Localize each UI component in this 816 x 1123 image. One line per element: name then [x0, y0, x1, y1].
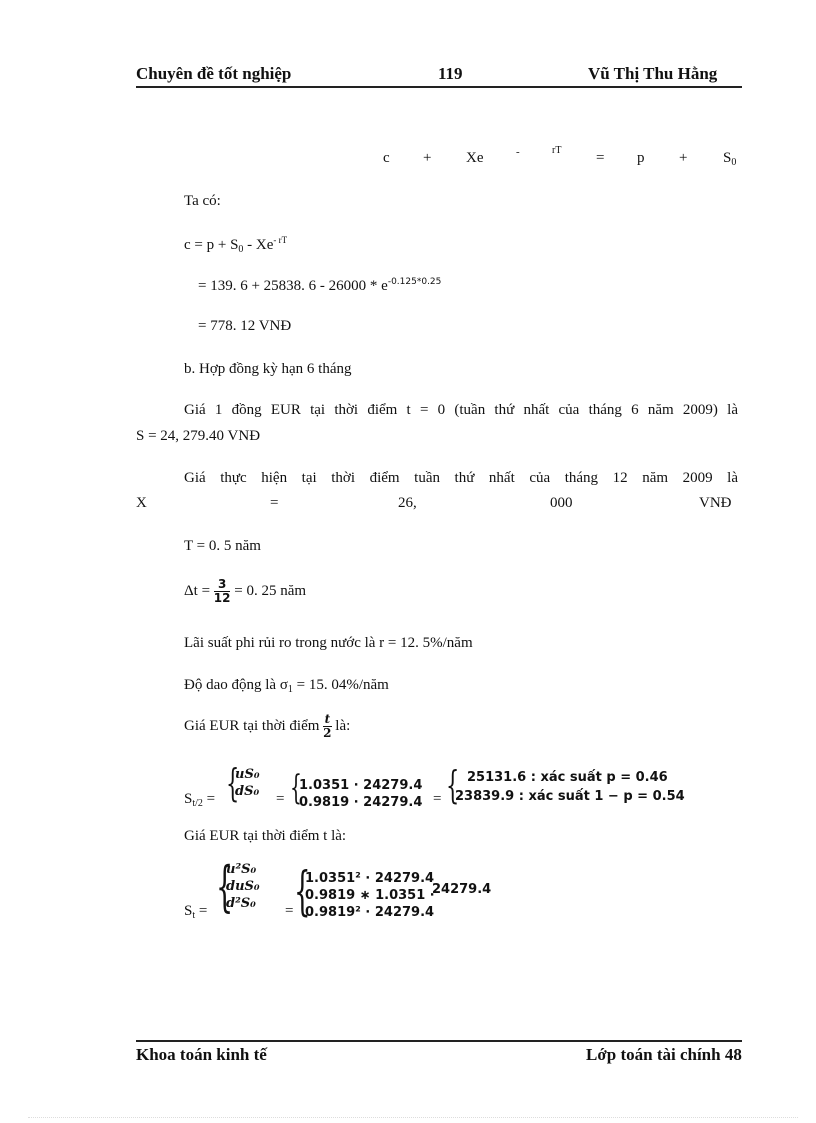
parity-equation	[0, 145, 816, 172]
maturity: T = 0. 5 năm	[184, 538, 261, 554]
s-half-col-1: uS₀ dS₀	[235, 767, 260, 799]
page-number: 119	[438, 64, 463, 83]
c-formula: $c = p + S_0 - Xe^{- rT}$	[184, 235, 288, 255]
section-b-heading: b. Hợp đồng kỳ hạn 6 tháng	[184, 361, 352, 377]
delta-t: Δt = $\frac{3}{12}$ = 0. 25 năm	[184, 577, 307, 605]
header-right: Vũ Thị Thu Hằng	[588, 64, 718, 83]
ta-co: Ta có:	[184, 193, 221, 209]
parity-minus: -	[516, 146, 520, 158]
footer-left: Khoa toán kinh tế	[136, 1045, 267, 1064]
s-half-brace-1: {	[226, 761, 240, 805]
parity-plus-2: +	[679, 150, 688, 166]
footer-rule	[136, 1040, 742, 1042]
half-time-heading: Giá EUR tại thời điểm $\frac{t}{2}$ là:	[184, 712, 351, 740]
strike-eq: =	[270, 495, 279, 511]
s-half-eq-3: =	[433, 791, 442, 807]
s-half-down-outcome: 23839.9 : xác suất 1 − p = 0.54	[455, 789, 685, 804]
parity-rt: rT	[552, 145, 562, 156]
s-full-col-2: 1.0351² ∙ 24279.4 0.9819 ∗ 1.0351 ∙ 0.9819² ∙ 24279.4	[305, 871, 435, 920]
header-left: Chuyên đề tốt nghiệp	[136, 64, 292, 83]
s-half-brace-3: {	[446, 763, 460, 807]
strike-line-2	[136, 495, 738, 515]
strike-x: X	[136, 495, 147, 511]
strike-vnd: VNĐ	[699, 495, 732, 511]
s-full-brace-1: {	[216, 855, 234, 918]
s-half-brace-2: {	[290, 768, 302, 808]
strike-000: 000	[550, 495, 573, 511]
parity-c: c	[383, 150, 390, 166]
s-full-brace-2: {	[294, 862, 311, 922]
full-time-heading: Giá EUR tại thời điểm t là:	[184, 828, 347, 844]
s-half-col-2: 1.0351 ∙ 24279.4 0.9819 ∙ 24279.4	[299, 778, 423, 810]
parity-eq: =	[596, 150, 605, 166]
c-calculation: = 139. 6 + 25838. $6 - 26000 * e^{-0.125*0.25}$	[198, 277, 442, 294]
strike-line-1: Giá thực hiện tại thời điểm tuần thứ nhất của tháng 12 năm 2009 là	[184, 470, 738, 486]
s-full-extra-term: 24279.4	[432, 882, 492, 897]
delta-t-fraction: $\frac{3}{12}$	[213, 577, 231, 605]
strike-26: 26,	[398, 495, 417, 511]
footer-right: Lớp toán tài chính 48	[586, 1045, 742, 1064]
bottom-dotted-border	[28, 1117, 798, 1118]
s-full-lhs: $S_t$ =	[184, 903, 208, 921]
parity-p: p	[637, 150, 645, 166]
s-half-col-3	[455, 768, 685, 806]
t-half-fraction: $\frac{t}{2}$	[323, 712, 332, 740]
s-full-col-1: u²S₀ duS₀ d²S₀	[226, 862, 260, 911]
c-result: = 778. 12 VNĐ	[198, 318, 292, 334]
risk-free-rate: Lãi suất phi rủi ro trong nước là r = 12. 5%/năm	[184, 635, 473, 651]
s-half-up-outcome: 25131.6 : xác suất p = 0.46	[467, 770, 668, 785]
spot-price-line-2: S = 24, 279.40 VNĐ	[136, 428, 261, 444]
volatility: Độ dao động là $\sigma_1 = 15$. 04%/năm	[184, 677, 389, 695]
spot-price-line-1: Giá 1 đồng EUR tại thời điểm t = 0 (tuần thứ nhất của tháng 6 năm 2009) là	[184, 402, 738, 418]
s-half-eq-2: =	[276, 791, 285, 807]
parity-xe: Xe	[466, 150, 484, 166]
parity-s0: $S_0$	[723, 150, 737, 168]
s-full-eq-2: =	[285, 903, 294, 919]
parity-plus-1: +	[423, 150, 432, 166]
s-half-lhs: $S_{t/2}$ =	[184, 791, 216, 809]
header-rule	[136, 86, 742, 88]
